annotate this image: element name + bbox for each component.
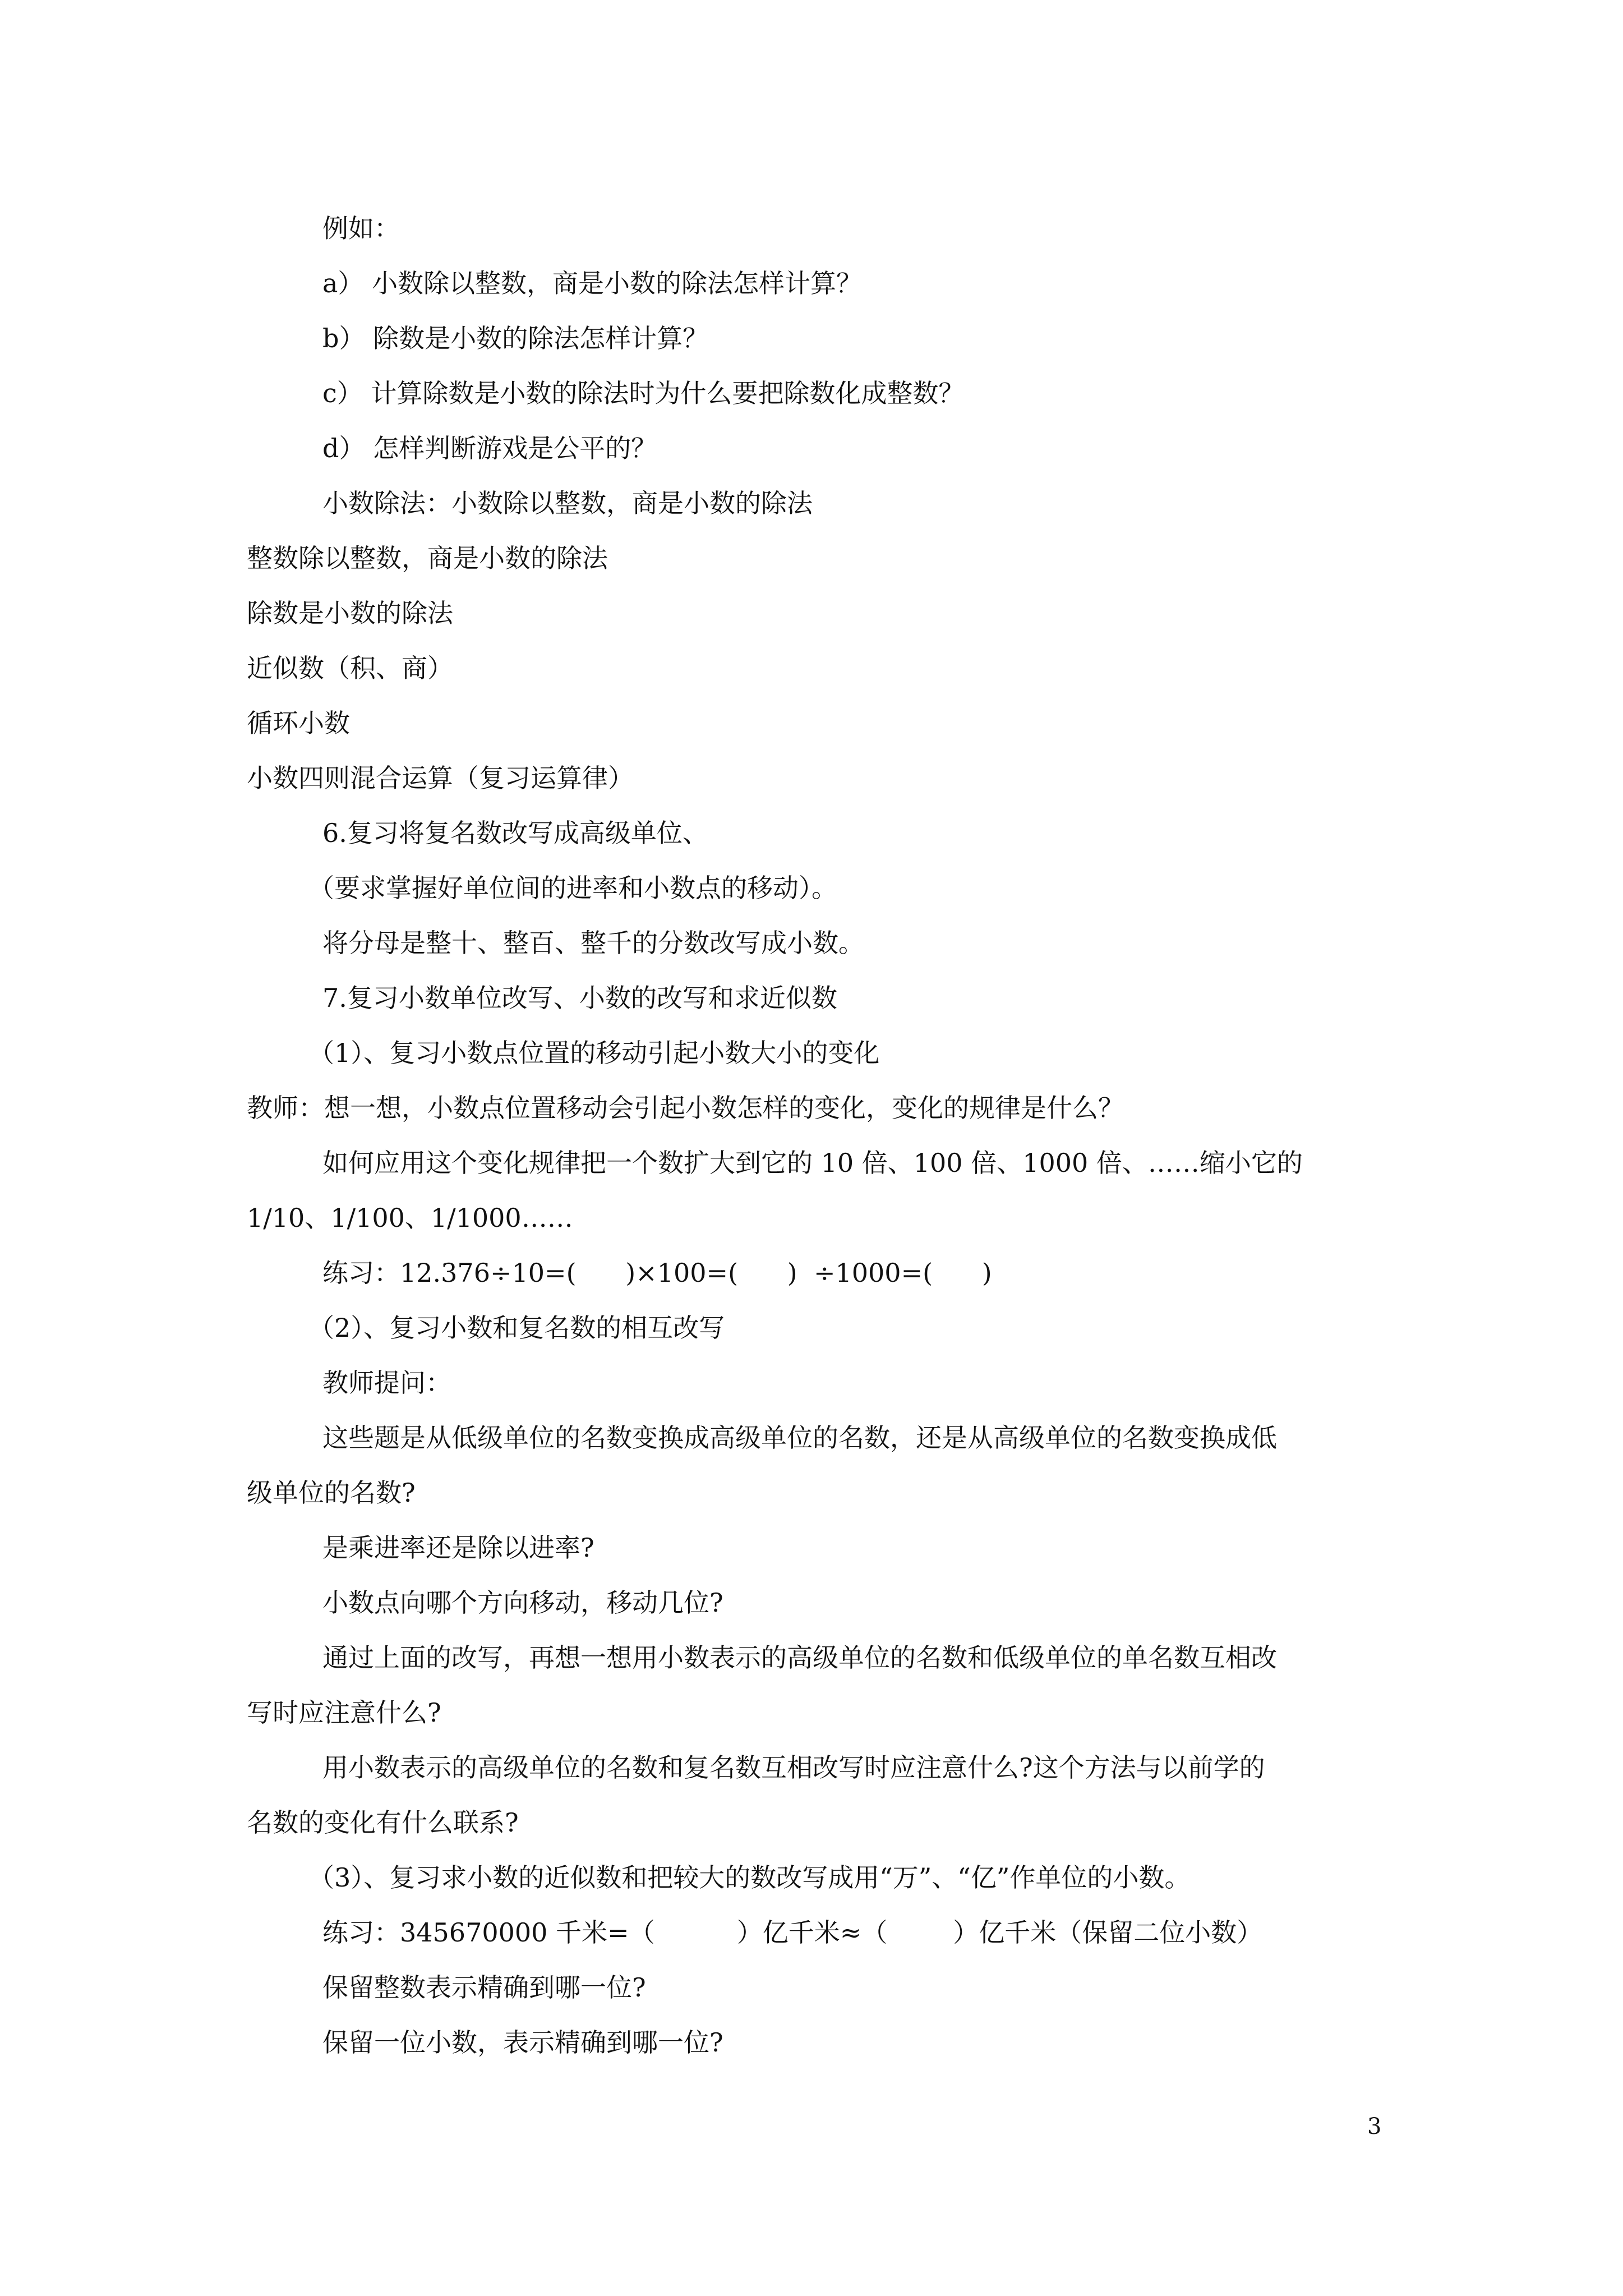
text-line: 除数是小数的除法	[247, 598, 453, 628]
text-line: 教师提问：	[322, 1368, 451, 1398]
text-line: 小数点向哪个方向移动，移动几位?	[322, 1588, 723, 1618]
text-line: 练习：12.376÷10=( )×100=( ) ÷1000=( )	[322, 1258, 992, 1288]
text-line: 将分母是整十、整百、整千的分数改写成小数。	[322, 928, 864, 958]
text-line: 是乘进率还是除以进率?	[322, 1533, 594, 1563]
text-line: 名数的变化有什么联系?	[247, 1807, 519, 1838]
text-line: 小数四则混合运算（复习运算律）	[247, 763, 634, 793]
text-line: 保留一位小数，表示精确到哪一位?	[322, 2027, 723, 2058]
text-line: 例如：	[322, 213, 400, 243]
text-line: （1）、复习小数点位置的移动引起小数大小的变化	[308, 1038, 880, 1068]
text-line: b） 除数是小数的除法怎样计算？	[322, 323, 709, 353]
text-line: （要求掌握好单位间的进率和小数点的移动）。	[308, 873, 837, 903]
text-line: 近似数（积、商）	[247, 653, 453, 683]
text-line: 小数除法：小数除以整数，商是小数的除法	[322, 488, 813, 518]
text-line: 7.复习小数单位改写、小数的改写和求近似数	[322, 983, 837, 1013]
text-line: 练习：345670000 千米=（ ）亿千米≈（ ）亿千米（保留二位小数）	[322, 1917, 1263, 1948]
text-line: 级单位的名数?	[247, 1478, 416, 1508]
text-line: 写时应注意什么?	[247, 1697, 441, 1728]
text-line: 整数除以整数，商是小数的除法	[247, 543, 608, 573]
text-line: 6.复习将复名数改写成高级单位、	[322, 818, 708, 848]
text-line: 教师：想一想，小数点位置移动会引起小数怎样的变化，变化的规律是什么？	[247, 1093, 1124, 1123]
text-line: （2）、复习小数和复名数的相互改写	[308, 1313, 725, 1343]
text-line: （3）、复习求小数的近似数和把较大的数改写成用“万”、“亿”作单位的小数。	[308, 1862, 1191, 1893]
page-number: 3	[1367, 2114, 1382, 2139]
text-line: 保留整数表示精确到哪一位?	[322, 1972, 646, 2003]
text-line: 1/10、1/100、1/1000……	[247, 1203, 573, 1233]
text-line: 用小数表示的高级单位的名数和复名数互相改写时应注意什么?这个方法与以前学的	[322, 1752, 1265, 1783]
text-line: 这些题是从低级单位的名数变换成高级单位的名数，还是从高级单位的名数变换成低	[322, 1423, 1277, 1453]
text-line: 如何应用这个变化规律把一个数扩大到它的 10 倍、100 倍、1000 倍、……缩小它的	[322, 1148, 1303, 1178]
text-line: 循环小数	[247, 708, 350, 738]
text-line: d） 怎样判断游戏是公平的？	[322, 433, 657, 463]
text-line: c） 计算除数是小数的除法时为什么要把除数化成整数？	[322, 378, 965, 408]
text-line: 通过上面的改写，再想一想用小数表示的高级单位的名数和低级单位的单名数互相改	[322, 1642, 1277, 1673]
text-line: a） 小数除以整数，商是小数的除法怎样计算？	[322, 268, 863, 298]
